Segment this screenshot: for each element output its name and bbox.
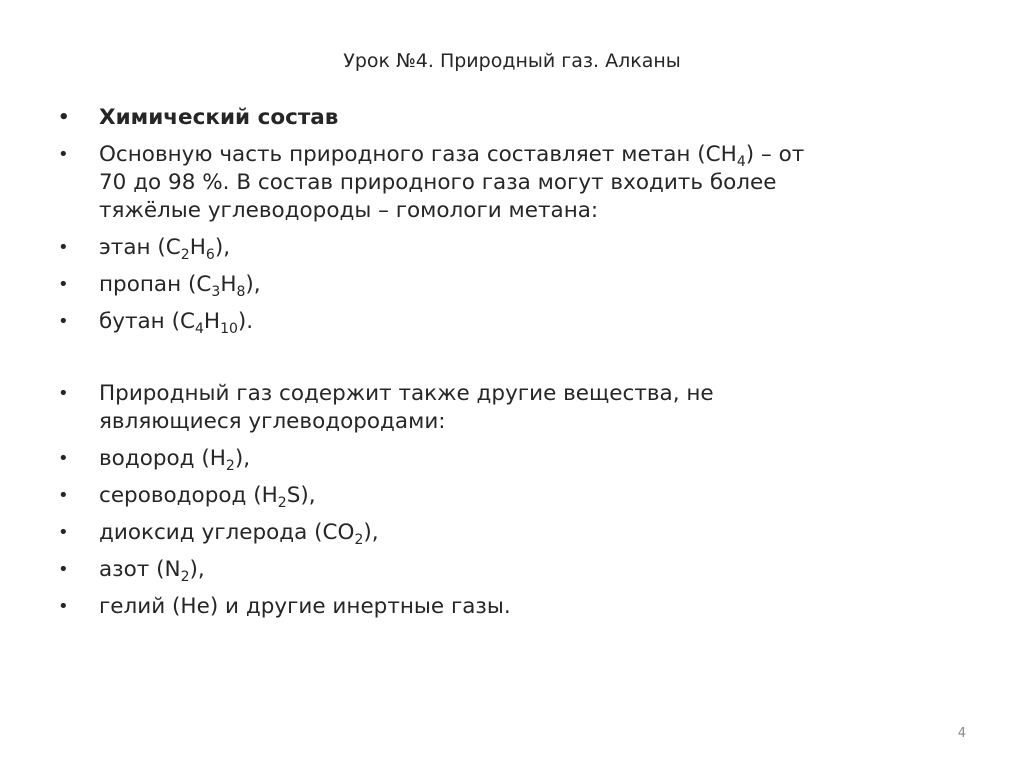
subscript: 10	[220, 321, 238, 337]
bullet-other-substances	[58, 380, 958, 436]
subscript: 2	[354, 532, 364, 548]
bullet-dot-icon: •	[58, 448, 69, 469]
bullet-dot-icon: •	[58, 522, 69, 543]
bullet-text: являющиеся углеводородами:	[99, 409, 446, 434]
bullet-carbon-dioxide	[58, 519, 958, 547]
bullet-helium	[58, 593, 958, 621]
subscript: 6	[205, 247, 215, 263]
bullet-text: H	[203, 309, 221, 334]
bullet-text: Химический состав	[99, 105, 339, 130]
bullet-nitrogen	[58, 556, 958, 584]
bullet-text: ),	[245, 272, 261, 297]
bullet-butane	[58, 308, 958, 336]
bullet-methane	[58, 141, 958, 225]
subscript: 4	[194, 321, 204, 337]
bullet-text: бутан (C	[99, 309, 195, 334]
subscript: 2	[225, 458, 235, 474]
bullet-text: S),	[286, 483, 316, 508]
bullet-dot-icon: •	[58, 311, 69, 332]
bullet-text: этан (C	[99, 235, 181, 260]
slide-title: Урок №4. Природный газ. Алканы	[343, 50, 681, 72]
bullet-text: 70 до 98 %. В состав природного газа могут входить более	[99, 170, 777, 195]
bullet-text: сероводород (H	[99, 483, 278, 508]
bullet-dot-icon: •	[58, 237, 69, 258]
subscript: 8	[236, 284, 246, 300]
bullet-text: азот (N	[99, 557, 181, 582]
bullet-hydrogen	[58, 445, 958, 473]
bullet-text: Природный газ содержит также другие вещества, не	[99, 381, 714, 406]
bullet-hydrogen-sulfide	[58, 482, 958, 510]
bullet-propane	[58, 271, 958, 299]
bullet-chemical-composition	[58, 104, 958, 132]
bullet-text: ),	[234, 446, 251, 471]
bullet-dot-icon: •	[58, 383, 69, 404]
subscript: 3	[211, 284, 221, 300]
bullet-text: тяжёлые углеводороды – гомологи метана:	[99, 198, 599, 223]
page-number: 4	[957, 726, 966, 741]
bullet-text: Основную часть природного газа составляет метан (CH	[99, 142, 737, 167]
bullet-text: пропан (C	[99, 272, 212, 297]
bullet-text: H	[220, 272, 237, 297]
bullet-list	[58, 104, 958, 630]
bullet-dot-icon: •	[58, 596, 69, 617]
bullet-text: водород (H	[99, 446, 226, 471]
bullet-dot-icon: •	[58, 107, 70, 128]
bullet-dot-icon: •	[58, 274, 69, 295]
bullet-text: ),	[363, 520, 379, 545]
bullet-text: ) – от	[745, 142, 805, 167]
subscript: 2	[180, 247, 190, 263]
bullet-ethane	[58, 234, 958, 262]
bullet-text: ),	[214, 235, 231, 260]
bullet-text: диоксид углерода (CO	[99, 520, 355, 545]
subscript: 4	[736, 154, 746, 170]
bullet-dot-icon: •	[58, 485, 69, 506]
bullet-text: гелий (He) и другие инертные газы.	[99, 594, 511, 619]
bullet-dot-icon: •	[58, 144, 69, 165]
subscript: 2	[277, 495, 287, 511]
bullet-text: ).	[237, 309, 254, 334]
bullet-text: H	[189, 235, 206, 260]
subscript: 2	[180, 569, 190, 585]
bullet-text: ),	[189, 557, 205, 582]
bullet-dot-icon: •	[58, 559, 69, 580]
